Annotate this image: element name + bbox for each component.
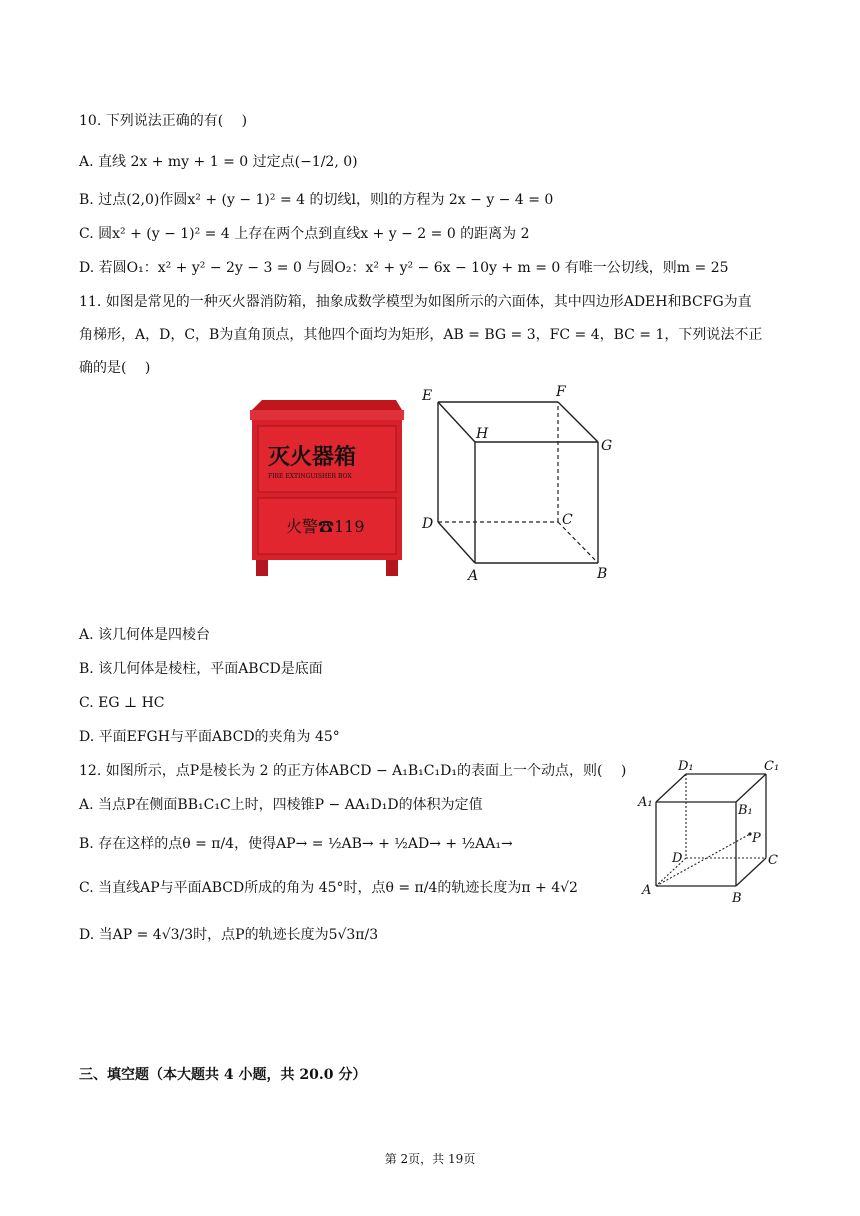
label-c: C — [768, 853, 778, 868]
label-d1: D₁ — [678, 759, 694, 774]
label-a1: A₁ — [638, 795, 653, 810]
box-title: 灭火器箱 — [268, 444, 357, 470]
label-e: E — [422, 388, 433, 404]
box-phone: 火警☎119 — [286, 517, 365, 536]
q12-stem: 12. 如图所示，点P是棱长为 2 的正方体ABCD − A₁B₁C₁D₁的表面上一个动点，则( ) — [79, 763, 627, 779]
q10-stem: 10. 下列说法正确的有( ) — [79, 113, 248, 129]
q12-option-d: D. 当AP = 4√3/3时，点P的轨迹长度为5√3π/3 — [79, 927, 379, 943]
label-b: B — [597, 566, 608, 582]
q11-option-a: A. 该几何体是四棱台 — [79, 627, 211, 643]
label-b1: B₁ — [738, 803, 753, 818]
label-c1: C₁ — [764, 759, 780, 774]
q12-option-b: B. 存在这样的点θ = π/4，使得AP→ = ½AB→ + ½AD→ + ½AA₁→ — [79, 836, 513, 852]
q11-stem-line1: 11. 如图是常见的一种灭火器消防箱，抽象成数学模型为如图所示的六面体，其中四边形ADEH和BCFG为直 — [79, 294, 752, 310]
label-d: D — [672, 851, 683, 866]
label-p: P — [752, 831, 761, 846]
fire-extinguisher-box-image — [246, 398, 408, 578]
q12-option-c: C. 当直线AP与平面ABCD所成的角为 45°时，点θ = π/4的轨迹长度为π + 4√2 — [79, 880, 578, 896]
q10-option-a: A. 直线 2x + my + 1 = 0 过定点(−1/2, 0) — [79, 154, 358, 170]
q11-stem-line3: 确的是( ) — [79, 360, 151, 376]
q11-option-c: C. EG ⊥ HC — [79, 695, 165, 711]
label-b: B — [732, 891, 742, 906]
hexahedron-diagram — [418, 380, 618, 590]
q10-option-c: C. 圆x² + (y − 1)² = 4 上存在两个点到直线x + y − 2 = 0 的距离为 2 — [79, 226, 530, 242]
q11-option-b: B. 该几何体是棱柱，平面ABCD是底面 — [79, 661, 323, 677]
label-c: C — [562, 512, 573, 528]
q11-stem-line2: 角梯形，A，D，C，B为直角顶点，其他四个面均为矩形，AB = BG = 3，FC = 4，BC = 1，下列说法不正 — [79, 327, 763, 343]
label-a: A — [468, 568, 479, 584]
page-footer: 第 2页，共 19页 — [384, 1152, 476, 1166]
label-h: H — [476, 426, 489, 442]
section-heading: 三、填空题（本大题共 4 小题，共 20.0 分） — [79, 1067, 367, 1083]
box-subtitle: FIRE EXTINGUISHER BOX — [268, 473, 352, 480]
cube-diagram — [636, 756, 786, 906]
q12-option-a: A. 当点P在侧面BB₁C₁C上时，四棱锥P − AA₁D₁D的体积为定值 — [79, 797, 483, 813]
q10-option-b: B. 过点(2,0)作圆x² + (y − 1)² = 4 的切线l，则l的方程为 2x − y − 4 = 0 — [79, 192, 554, 208]
label-f: F — [556, 384, 566, 400]
q11-option-d: D. 平面EFGH与平面ABCD的夹角为 45° — [79, 729, 340, 745]
q10-option-d: D. 若圆O₁：x² + y² − 2y − 3 = 0 与圆O₂：x² + y² − 6x − 10y + m = 0 有唯一公切线，则m = 25 — [79, 260, 729, 276]
label-g: G — [601, 438, 613, 454]
label-d: D — [422, 516, 434, 532]
label-a: A — [642, 883, 652, 898]
